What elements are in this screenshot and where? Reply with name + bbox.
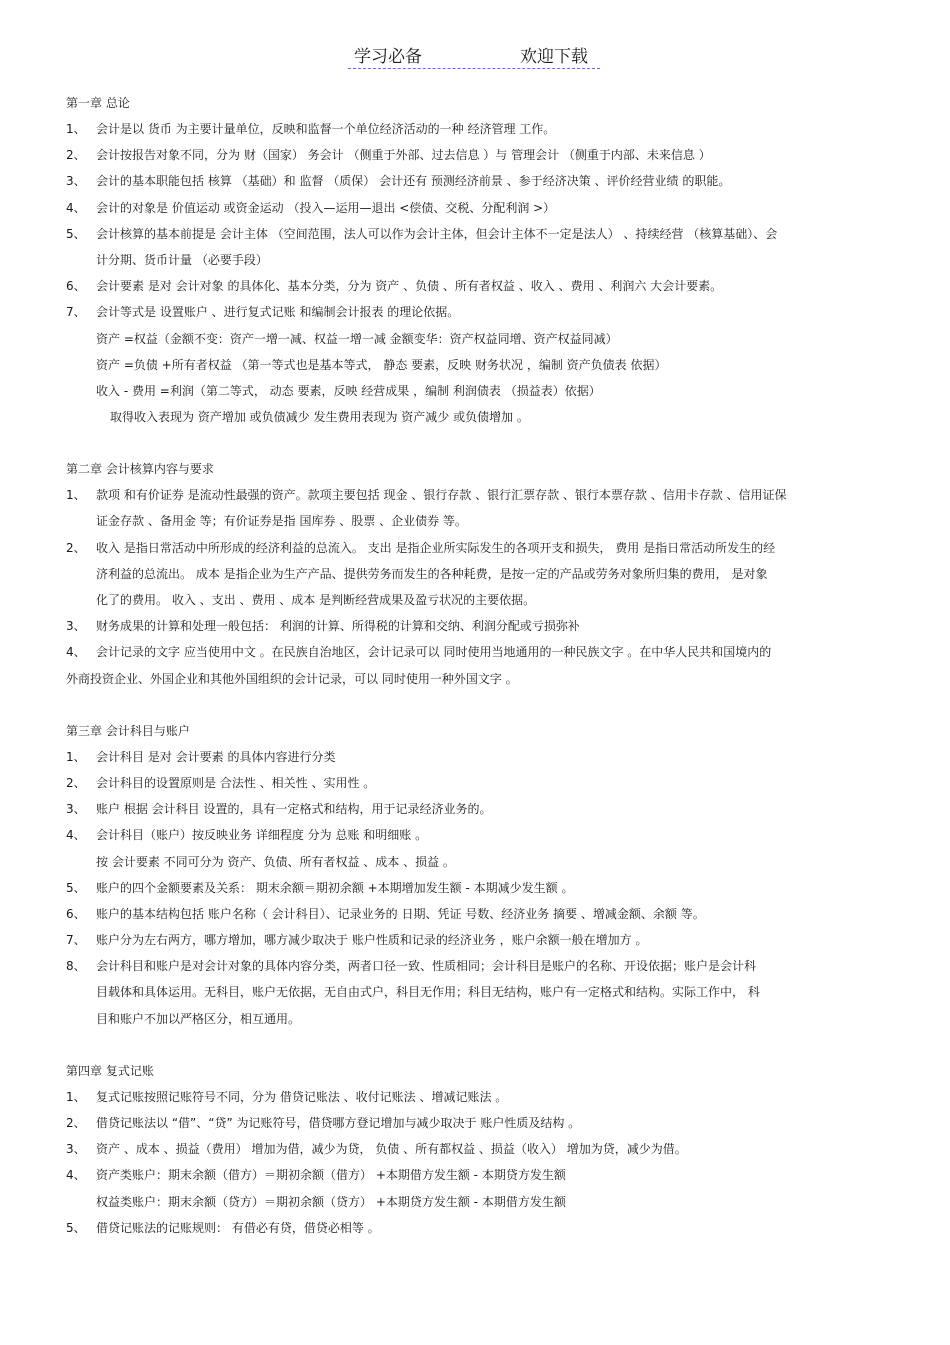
document-line (66, 744, 886, 770)
item-number: 7、 (66, 305, 86, 320)
line-text: 会计要素 是对 会计对象 的具体化、基本分类，分为 资产 、负债 、所有者权益 、收入 、费用 、利润六 大会计要素。 (96, 279, 723, 294)
section-gap (66, 430, 886, 456)
document-line (66, 849, 886, 875)
document-line (66, 979, 886, 1005)
line-text: 收入 - 费用 =利润（第二等式， 动态 要素，反映 经营成果 ，编制 利润债表 （损益表）依据） (96, 383, 601, 398)
document-line (66, 1084, 886, 1110)
document-line (66, 561, 886, 587)
chapter-title: 第一章 总论 (66, 96, 130, 110)
section-gap (66, 1032, 886, 1058)
document-line (66, 796, 886, 822)
document-line (66, 587, 886, 613)
line-text: 会计是以 货币 为主要计量单位，反映和监督一个单位经济活动的一种 经济管理 工作。 (96, 122, 556, 136)
header-right-text: 欢迎下载 (520, 47, 588, 67)
document-line (66, 822, 886, 848)
document-line (66, 273, 886, 299)
line-text: 资产 =负债 +所有者权益 （第一等式也是基本等式， 静态 要素，反映 财务状况 ，编制 资产负债表 依据） (96, 357, 667, 372)
line-text: 复式记账按照记账符号不同，分为 借贷记账法 、收付记账法 、增减记账法 。 (96, 1089, 508, 1104)
document-line (66, 1136, 886, 1162)
chapter-title: 第二章 会计核算内容与要求 (66, 462, 214, 477)
item-number: 5、 (66, 1220, 86, 1235)
item-number: 3、 (66, 619, 86, 634)
document-line (66, 613, 886, 639)
item-number: 5、 (66, 880, 86, 895)
line-text: 证金存款 、备用金 等；有价证券是指 国库券 、股票 、企业债券 等。 (96, 514, 467, 529)
item-number: 4、 (66, 645, 86, 660)
document-line (66, 247, 886, 273)
line-text: 会计的基本职能包括 核算 （基础）和 监督 （质保） 会计还有 预测经济前景 、参于经济决策 、评价经营业绩 的职能。 (96, 174, 731, 189)
document-line (66, 352, 886, 378)
item-number: 3、 (66, 802, 86, 817)
document-line (66, 378, 886, 404)
line-text: 权益类账户：期末余额（贷方）＝期初余额（贷方） +本期贷方发生额 - 本期借方发生额 (96, 1194, 566, 1209)
line-text: 会计科目和账户是对会计对象的具体内容分类，两者口径一致、性质相同；会计科目是账户的名称、开设依据；账户是会计科 (96, 959, 757, 974)
document-line (66, 195, 886, 221)
document-line (66, 404, 886, 430)
document-line (66, 221, 886, 247)
document-line (66, 535, 886, 561)
line-text: 外商投资企业、外国企业和其他外国组织的会计记录，可以 同时使用一种外国文字 。 (66, 671, 518, 686)
item-number: 2、 (66, 775, 86, 790)
document-line (66, 299, 886, 325)
item-number: 8、 (66, 959, 86, 974)
item-number: 3、 (66, 174, 86, 189)
line-text: 会计按报告对象不同，分为 财（国家） 务会计 （侧重于外部、过去信息 ）与 管理会计 （侧重于内部、未来信息 ） (96, 148, 711, 163)
chapter-title: 第四章 复式记账 (66, 1063, 154, 1078)
line-text: 资产 、成本 、损益（费用） 增加为借，减少为贷， 负债 、所有都权益 、损益（收入） 增加为贷，减少为借。 (96, 1142, 687, 1157)
document-line (66, 639, 886, 665)
page-header (348, 40, 600, 69)
document-line (66, 142, 886, 168)
line-text: 借贷记账法以 “借”、“贷” 为记账符号，借贷哪方登记增加与减少取决于 账户性质及结构 。 (96, 1116, 581, 1130)
item-number: 2、 (66, 1116, 86, 1130)
document-line (66, 666, 886, 692)
line-text: 账户 根据 会计科目 设置的，具有一定格式和结构，用于记录经济业务的。 (96, 802, 492, 817)
document-line (66, 1110, 886, 1136)
chapter-title: 第三章 会计科目与账户 (66, 723, 190, 738)
section-gap (66, 692, 886, 718)
item-number: 1、 (66, 749, 86, 764)
document-line (66, 1215, 886, 1241)
item-number: 3、 (66, 1142, 86, 1157)
document-line (66, 326, 886, 352)
line-text: 账户的基本结构包括 账户名称（ 会计科目）、记录业务的 日期、凭证 号数、经济业务 摘要 、增减金额、余额 等。 (96, 906, 705, 921)
line-text: 会计科目（账户）按反映业务 详细程度 分为 总账 和明细账 。 (96, 828, 428, 843)
item-number: 4、 (66, 200, 86, 215)
document-line (66, 927, 886, 953)
item-number: 1、 (66, 122, 86, 136)
item-number: 1、 (66, 488, 86, 503)
document-line (66, 953, 886, 979)
document-line (66, 875, 886, 901)
item-number: 6、 (66, 906, 86, 921)
document-body (66, 90, 886, 1241)
line-text: 账户的四个金额要素及关系： 期末余额＝期初余额 +本期增加发生额 - 本期减少发生额 。 (96, 880, 574, 895)
document-line (66, 116, 886, 142)
line-text: 目载体和具体运用。无科目，账户无依据，无自由式户，科目无作用；科目无结构，账户有一定格式和结构。实际工作中， 科 (96, 985, 760, 1000)
item-number: 7、 (66, 933, 86, 948)
header-left-text: 学习必备 (354, 47, 422, 67)
document-line (66, 168, 886, 194)
line-text: 款项 和有价证券 是流动性最强的资产。款项主要包括 现金 、银行存款 、银行汇票存款 、银行本票存款 、信用卡存款 、信用证保 (96, 488, 787, 503)
document-line (66, 1006, 886, 1032)
line-text: 取得收入表现为 资产增加 或负债减少 发生费用表现为 资产减少 或负债增加 。 (110, 410, 529, 425)
line-text: 账户分为左右两方，哪方增加，哪方减少取决于 账户性质和记录的经济业务 ，账户余额一般在增加方 。 (96, 933, 648, 948)
line-text: 财务成果的计算和处理一般包括： 利润的计算、所得税的计算和交纳、利润分配或亏损弥补 (96, 619, 580, 634)
document-line (66, 1189, 886, 1215)
line-text: 计分期、货币计量 （必要手段） (96, 252, 268, 267)
line-text: 目和账户不加以严格区分，相互通用。 (96, 1011, 301, 1026)
line-text: 济利益的总流出。 成本 是指企业为生产产品、提供劳务而发生的各种耗费，是按一定的产品或劳务对象所归集的费用， 是对象 (96, 566, 768, 581)
item-number: 4、 (66, 828, 86, 843)
item-number: 6、 (66, 279, 86, 294)
document-line (66, 508, 886, 534)
line-text: 会计记录的文字 应当使用中文 。在民族自治地区，会计记录可以 同时使用当地通用的一种民族文字 。在中华人民共和国境内的 (96, 645, 772, 660)
document-line (66, 901, 886, 927)
item-number: 2、 (66, 148, 86, 163)
line-text: 会计的对象是 价值运动 或资金运动 （投入—运用—退出 <偿债、交税、分配利润 >） (96, 200, 556, 215)
line-text: 收入 是指日常活动中所形成的经济利益的总流入。 支出 是指企业所实际发生的各项开支和损失， 费用 是指日常活动所发生的经 (96, 540, 776, 555)
item-number: 5、 (66, 226, 86, 241)
line-text: 资产类账户：期末余额（借方）＝期初余额（借方） +本期借方发生额 - 本期贷方发生额 (96, 1168, 566, 1183)
item-number: 2、 (66, 540, 86, 555)
line-text: 会计等式是 设置账户 、进行复式记账 和编制会计报表 的理论依据。 (96, 305, 460, 320)
item-number: 1、 (66, 1089, 86, 1104)
document-line (66, 1162, 886, 1188)
line-text: 会计科目 是对 会计要素 的具体内容进行分类 (96, 749, 336, 764)
line-text: 会计科目的设置原则是 合法性 、相关性 、实用性 。 (96, 775, 376, 790)
document-line (66, 770, 886, 796)
line-text: 按 会计要素 不同可分为 资产、负债、所有者权益 、成本 、损益 。 (96, 854, 455, 869)
line-text: 化了的费用。 收入 、支出 、费用 、成本 是判断经营成果及盈亏状况的主要依据。 (96, 593, 536, 607)
item-number: 4、 (66, 1168, 86, 1183)
document-line (66, 482, 886, 508)
line-text: 借贷记账法的记账规则： 有借必有贷，借贷必相等 。 (96, 1220, 380, 1235)
line-text: 会计核算的基本前提是 会计主体 （空间范围，法人可以作为会计主体，但会计主体不一定是法人） 、持续经营 （核算基础）、会 (96, 226, 778, 241)
line-text: 资产 =权益（金额不变：资产一增一减、权益一增一减 金额变华：资产权益同增、资产权益同减） (96, 331, 618, 346)
